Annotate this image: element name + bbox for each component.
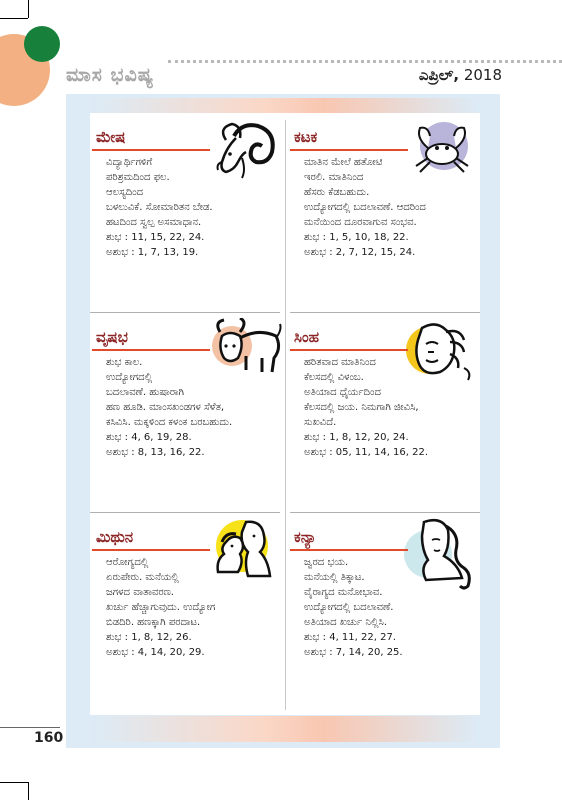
sign-block-vrishabha (92, 326, 272, 460)
footer-rule (0, 727, 60, 728)
sign-name: ಮಿಥುನ (96, 528, 134, 546)
prediction-line: ಬಿಡದಿರಿ. ಹಣಕ್ಕಾಗಿ ಪರದಾಟ. (106, 617, 201, 628)
unlucky-days: ಅಶುಭ : 05, 11, 14, 16, 22. (304, 447, 429, 458)
prediction-line: ಬಳಲುವಿಕೆ. ಸೋಮಾರಿತನ ಬೇಡ. (106, 202, 213, 213)
prediction-line: ಹಟದಿಂದ ಸ್ವಲ್ಪ ಅಸಮಾಧಾನ. (106, 217, 202, 228)
unlucky-days: ಅಶುಭ : 2, 7, 12, 15, 24. (304, 247, 416, 258)
sign-name: ಕಟಕ (294, 128, 318, 146)
prediction-line: ಉದ್ಯೋಗದಲ್ಲಿ ಬದಲಾವಣೆ. (304, 602, 394, 613)
header-dotted-rule (168, 60, 562, 63)
sign-name: ಸಿಂಹ (294, 328, 320, 346)
prediction-line: ಹಣ ಹೂಡಿ. ಮಾಂಸಖಂಡಗಳ ಸೆಳೆತ, (106, 402, 225, 413)
prediction-line: ಶುಭ ಕಾಲ. (106, 357, 143, 368)
prediction-line: ಮನೆಯಲ್ಲಿ ತಿಕ್ಕಾಟ. (304, 572, 365, 583)
sign-block-kanya (290, 526, 470, 660)
sign-name: ವೃಷಭ (96, 328, 128, 346)
prediction-line: ಮನೆಯಿಂದ ದೂರವಾಗುವ ಸಂಭವ. (304, 217, 417, 228)
unlucky-days: ಅಶುಭ : 4, 14, 20, 29. (106, 647, 205, 658)
sign-block-kataka (290, 126, 470, 260)
prediction-line: ಸುಖವಿದೆ. (304, 417, 337, 428)
bottom-gradient-band (90, 716, 480, 742)
row-divider-right-1 (290, 312, 480, 313)
sign-underline (290, 349, 408, 351)
prediction-line: ಕೆಲಸದಲ್ಲಿ ವಿಳಂಬ. (304, 372, 364, 383)
sign-underline (290, 149, 408, 151)
prediction-line: ಬದಲಾವಣೆ. ಹುಷಾರಾಗಿ (106, 387, 185, 398)
lucky-days: ಶುಭ : 4, 11, 22, 27. (304, 632, 397, 643)
row-divider-left-1 (90, 312, 280, 313)
prediction-line: ಇರಲಿ. ಮಾತಿನಿಂದ (304, 172, 364, 183)
prediction-line: ಏರುಪೇರು. ಮನೆಯಲ್ಲಿ (106, 572, 179, 583)
row-divider-right-2 (290, 512, 480, 513)
sign-underline (92, 349, 210, 351)
row-divider-left-2 (90, 512, 280, 513)
prediction-line: ಆರೋಗ್ಯದಲ್ಲಿ (106, 557, 149, 568)
prediction-line: ಉದ್ಯೋಗದಲ್ಲಿ ಬದಲಾವಣೆ. ಆದರಿಂದ (304, 202, 426, 213)
crop-mark-bottom-h (0, 782, 28, 783)
lucky-days: ಶುಭ : 4, 6, 19, 28. (106, 432, 192, 443)
lucky-days: ಶುಭ : 1, 8, 12, 26. (106, 632, 192, 643)
decorative-green-circle (24, 26, 60, 62)
prediction-line: ಪರಿಶ್ರಮದಿಂದ ಫಲ. (106, 172, 170, 183)
prediction-line: ಹರಿತವಾದ ಮಾತಿನಿಂದ (304, 357, 376, 368)
sign-name: ಮೇಷ (96, 128, 126, 146)
sign-block-mithuna (92, 526, 272, 660)
sign-underline (92, 149, 210, 151)
sign-underline (92, 549, 210, 551)
prediction-line: ಅತಿಯಾದ ಖರ್ಚು ನಿಲ್ಲಿಸಿ. (304, 617, 388, 628)
unlucky-days: ಅಶುಭ : 8, 13, 16, 22. (106, 447, 205, 458)
prediction-line: ಕಸಿವಿಸಿ. ಮಕ್ಕಳಿಂದ ಕಳಂಕ ಬರಬಹುದು. (106, 417, 233, 428)
prediction-line: ಉದ್ಯೋಗದಲ್ಲಿ (106, 372, 153, 383)
lucky-days: ಶುಭ : 1, 5, 10, 18, 22. (304, 232, 409, 243)
prediction-line: ಕೆಲಸದಲ್ಲಿ ಜಯ. ನಿಮಗಾಗಿ ಜೀವಿಸಿ, (304, 402, 419, 413)
prediction-line: ಅತಿಯಾದ ಧೈರ್ಯದಿಂದ (304, 387, 381, 398)
sign-block-mesha (92, 126, 272, 260)
column-divider (285, 120, 286, 710)
prediction-line: ವೈರಾಗ್ಯದ ಮನೋಭಾವ. (304, 587, 383, 598)
unlucky-days: ಅಶುಭ : 1, 7, 13, 19. (106, 247, 199, 258)
prediction-line: ಜಗಳದ ವಾತಾವರಣ. (106, 587, 174, 598)
section-title: ಮಾಸ ಭವಿಷ್ಯ (66, 64, 155, 86)
sign-block-simha (290, 326, 470, 460)
lucky-days: ಶುಭ : 11, 15, 22, 24. (106, 232, 205, 243)
prediction-line: ಜ್ವರದ ಭಯ. (304, 557, 349, 568)
crop-mark-top-h (0, 18, 28, 19)
crop-mark-bottom (28, 782, 29, 800)
prediction-line: ವಿದ್ಯಾರ್ಥಿಗಳಿಗೆ (106, 157, 153, 168)
prediction-line: ಹೆಸರು ಕೆಡಬಹುದು. (304, 187, 370, 198)
prediction-line: ಆಲಸ್ಯದಿಂದ (106, 187, 144, 198)
crop-mark-top (28, 0, 29, 18)
issue-year: 2018 (463, 66, 502, 84)
issue-date (419, 66, 502, 84)
page-number: 160 (34, 730, 64, 746)
unlucky-days: ಅಶುಭ : 7, 14, 20, 25. (304, 647, 403, 658)
prediction-line: ಖರ್ಚು ಹೆಚ್ಚಾಗುವುದು. ಉದ್ಯೋಗ (106, 602, 216, 613)
lucky-days: ಶುಭ : 1, 8, 12, 20, 24. (304, 432, 409, 443)
issue-month: ಎಪ್ರಿಲ್, (418, 66, 460, 84)
sign-name: ಕನ್ಯಾ (294, 528, 317, 546)
sign-underline (290, 549, 408, 551)
prediction-line: ಮಾತಿನ ಮೇಲೆ ಹತೋಟಿ (304, 157, 383, 168)
